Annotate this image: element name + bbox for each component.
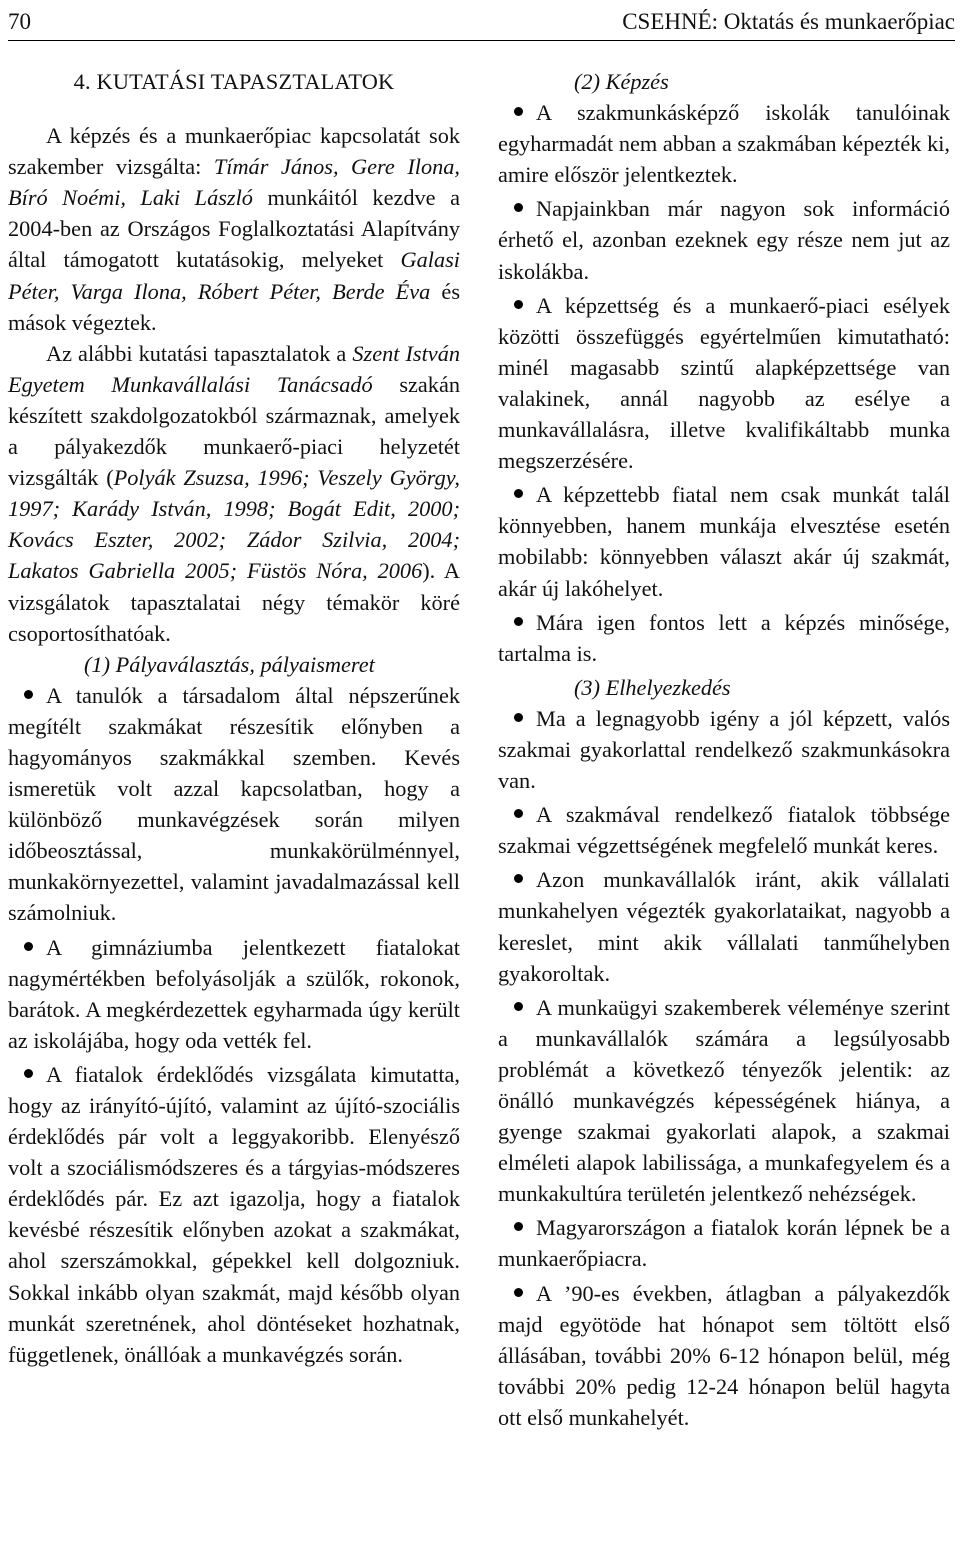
bullet-icon: [8, 945, 46, 955]
bullet-text: A tanulók a társadalom által népszerűnek megítélt szakmákat részesítik előnyben a hagyományos szakmákkal szemben. Kevés ismeretük volt azzal kapcsolatban, hogy a különböző munkavégzések során milyen időbeosztással, munkakörülménnyel, munkakörnyezettel, valamint javadalmazással kell számolniuk.: [8, 682, 460, 926]
subheading-training: (2) Képzés: [574, 69, 669, 94]
bullet-list-training: [498, 97, 950, 669]
bullet-item: [498, 1278, 950, 1433]
text-run: ). A vizsgálatok tapasztalatai négy témakör köré csoportosíthatóak.: [8, 558, 460, 646]
bullet-item: [498, 1212, 950, 1274]
italic-text-run: Polyák Zsuzsa, 1996; Veszely György, 1997; Karády István, 1998; Bogát Edit, 2000; Kovács Eszter, 2002; Zádor Szilvia, 2004; Lakatos Gabriella 2005; Füstös Nóra, 2006: [8, 465, 460, 584]
bullet-icon: [498, 620, 536, 630]
text-run: Az alábbi kutatási tapasztalatok a: [46, 340, 353, 366]
bullet-item: [498, 607, 950, 669]
bullet-item: [8, 932, 460, 1056]
bullet-icon: [498, 1005, 536, 1015]
bullet-icon: [498, 206, 536, 216]
bullet-item: [498, 479, 950, 603]
bullet-list-employment: [498, 703, 950, 1433]
bullet-item: [498, 992, 950, 1210]
text-run: munkáitól kezdve a 2004-ben az Országos Foglalkoztatási Alapítvány által támogatott kutatásokig, melyeket: [8, 185, 460, 273]
bullet-list-career-choice: [8, 680, 460, 1370]
subheading-career-choice: (1) Pályaválasztás, pályaismeret: [84, 651, 375, 677]
bullet-text: A szakmával rendelkező fiatalok többsége szakmai végzettségének megfelelő munkát keres.: [498, 802, 950, 859]
bullet-item: [498, 97, 950, 190]
bullet-text: Napjainkban már nagyon sok információ érhető el, azonban ezeknek egy része nem jut az iskolákba.: [498, 196, 950, 284]
bullet-text: A gimnáziumba jelentkezett fiatalokat nagymértékben befolyásolják a szülők, rokonok, barátok. A megkérdezettek egyharmada úgy került az iskolájába, hogy oda vették fel.: [8, 934, 460, 1053]
bullet-text: A képzettebb fiatal nem csak munkát talál könnyebben, hanem munkája elvesztése esetén mobilabb: könnyebben választ akár új szakmát, akár új lakóhelyet.: [498, 482, 950, 601]
text-run: és mások végeztek.: [8, 278, 461, 335]
bullet-text: Magyarországon a fiatalok korán lépnek be a munkaerőpiacra.: [498, 1215, 950, 1272]
bullet-text: Azon munkavállalók iránt, akik vállalati munkahelyen végezték gyakorlataikat, nagyobb a kereslet, mint akik vállalati tanműhelyben gyakoroltak.: [498, 867, 950, 986]
bullet-icon: [8, 693, 46, 703]
bullet-text: Ma a legnagyobb igény a jól képzett, valós szakmai gyakorlattal rendelkező szakmunkásokra van.: [498, 705, 950, 794]
running-header: [8, 4, 955, 41]
bullet-item: [498, 193, 950, 286]
bullet-item: [498, 703, 950, 796]
section-heading: 4. KUTATÁSI TAPASZTALATOK: [73, 69, 395, 94]
page-number: 70: [8, 9, 31, 34]
paragraph-intro: [8, 120, 460, 338]
bullet-item: [8, 680, 460, 929]
bullet-item: [498, 290, 950, 477]
bullet-text: A szakmunkásképző iskolák tanulóinak egyharmadát nem abban a szakmában képezték ki, amire először jelentkeztek.: [498, 100, 950, 188]
text-run: szakán készített szakdolgozatokból származnak, amelyek a pályakezdők munkaerő-piaci helyzetét vizsgálták (: [8, 371, 460, 491]
bullet-item: [8, 1059, 460, 1370]
bullet-icon: [498, 492, 536, 502]
bullet-icon: [498, 303, 536, 313]
bullet-text: A munkaügyi szakemberek véleménye szerint a munkavállalók számára a legsúlyosabb problémát a következő tényezők jelentik: az önálló munkavégzés képességének hiánya, a gyenge szakmai gyakorlati alapok, a szakmai elméleti alapok labilissága, a munkafegyelem és a munkakultúra területén jelentkező nehézségek.: [498, 994, 950, 1207]
bullet-text: A fiatalok érdeklődés vizsgálata kimutatta, hogy az irányító-újító, valamint az újító-szociális érdeklődés pár volt a leggyakoribb. Elenyésző volt a szociálismódszeres és a tárgyias-módszeres érdeklődés pár. Ez azt igazolja, hogy a fiatalok kevésbé részesítik előnyben azokat a szakmákat, ahol szerszámokkal, gépekkel kell dolgozniuk. Sokkal inkább olyan szakmát, majd később olyan munkát szeretnének, ahol döntéseket hozhatnak, függetlenek, önállóak a munkavégzés során.: [8, 1061, 460, 1367]
paragraph-sources: [8, 338, 460, 649]
bullet-text: Mára igen fontos lett a képzés minősége, tartalma is.: [498, 609, 950, 666]
italic-text-run: Galasi Péter, Varga Ilona, Róbert Péter, Berde Éva: [8, 247, 460, 304]
right-column: [498, 66, 950, 1436]
bullet-icon: [498, 877, 536, 887]
left-column: [8, 66, 460, 1373]
bullet-text: A ’90-es években, átlagban a pályakezdők majd egyötöde hat hónapot sem töltött első állásában, további 20% 6-12 hónapon belül, még további 20% pedig 12-24 hónapon belül hagyta ott első munkahelyét.: [498, 1280, 950, 1430]
bullet-icon: [8, 1072, 46, 1082]
subheading-employment: (3) Elhelyezkedés: [574, 674, 731, 700]
bullet-icon: [498, 1225, 536, 1235]
bullet-icon: [498, 1291, 536, 1301]
running-title: CSEHNÉ: Oktatás és munkaerőpiac: [622, 9, 955, 34]
bullet-item: [498, 799, 950, 861]
bullet-icon: [498, 812, 536, 822]
bullet-icon: [498, 716, 536, 726]
heading-spacer: [8, 97, 460, 120]
bullet-item: [498, 864, 950, 988]
italic-text-run: Szent István Egyetem Munkavállalási Tanácsadó: [8, 340, 460, 397]
bullet-icon: [498, 110, 536, 120]
text-run: A képzés és a munkaerőpiac kapcsolatát sok szakember vizsgálta:: [8, 123, 460, 180]
italic-text-run: Tímár János, Gere Ilona, Bíró Noémi, Laki László: [8, 154, 460, 211]
bullet-text: A képzettség és a munkaerő-piaci esélyek közötti összefüggés egyértelműen kimutatható: minél magasabb szintű alapképzettsége van valakinek, annál nagyobb az esélye a munkavállalásra, illetve kvalifikáltabb munka megszerzésére.: [498, 292, 950, 474]
